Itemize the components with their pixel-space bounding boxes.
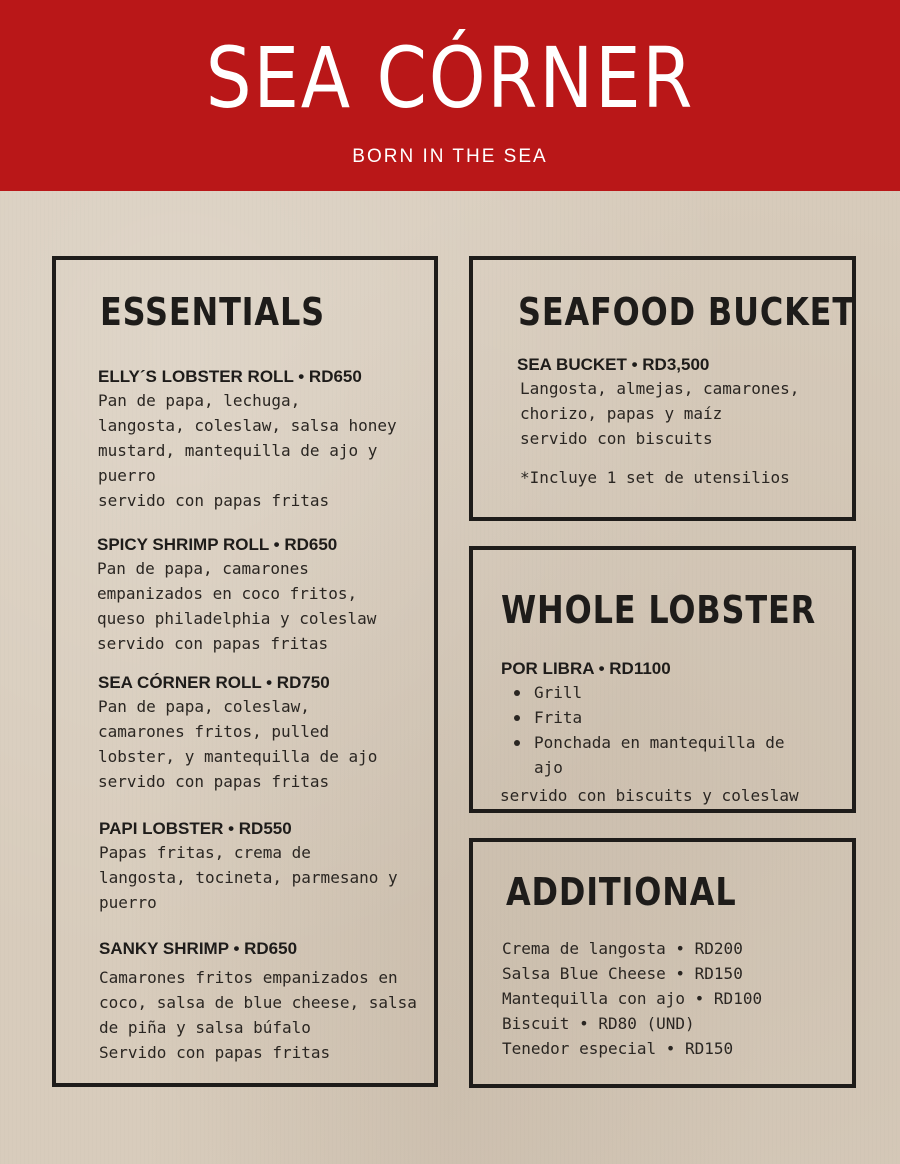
list-item: Biscuit • RD80 (UND) <box>502 1014 695 1033</box>
menu-item-description: Camarones fritos empanizados en coco, salsa de blue cheese, salsa de piña y salsa búfalo Servido con papas fritas <box>99 968 417 1062</box>
brand-title: SEA CÓRNER <box>205 29 695 127</box>
list-item: Grill <box>500 680 784 705</box>
menu-item-title: SANKY SHRIMP • RD650 <box>99 939 298 958</box>
menu-item-description: Papas fritas, crema de langosta, tocineta, parmesano y puerro <box>99 843 398 912</box>
list-item: Mantequilla con ajo • RD100 <box>502 989 763 1008</box>
seafood-bucket-panel <box>469 256 856 521</box>
lobster-served-with: servido con biscuits y coleslaw <box>500 786 799 805</box>
preparation-options <box>500 680 784 780</box>
menu-item-title: PAPI LOBSTER • RD550 <box>99 819 292 838</box>
bullet-icon <box>514 715 520 721</box>
bullet-icon <box>514 740 520 746</box>
utensils-note: *Incluye 1 set de utensilios <box>520 468 790 487</box>
list-item-continuation: ajo <box>534 758 563 777</box>
menu-item-description: Pan de papa, coleslaw, camarones fritos, pulled lobster, y mantequilla de ajo servido con papas fritas <box>98 697 378 791</box>
section-title-whole-lobster: WHOLE LOBSTER <box>501 588 817 632</box>
section-title-additional: ADDITIONAL <box>506 870 737 914</box>
menu-item-title: SEA CÓRNER ROLL • RD750 <box>98 673 330 692</box>
header-banner <box>0 0 900 191</box>
menu-item-title: ELLY´S LOBSTER ROLL • RD650 <box>98 367 362 386</box>
additional-items-list <box>502 936 762 1061</box>
section-title-seafood-bucket: SEAFOOD BUCKET <box>518 290 855 334</box>
menu-item-title: POR LIBRA • RD1100 <box>501 659 671 678</box>
list-item: Tenedor especial • RD150 <box>502 1039 734 1058</box>
list-item: Salsa Blue Cheese • RD150 <box>502 964 743 983</box>
menu-item-description: Pan de papa, camarones empanizados en coco fritos, queso philadelphia y coleslaw servido con papas fritas <box>97 559 377 653</box>
list-item: Ponchada en mantequilla de <box>500 730 784 755</box>
menu-item-title: SEA BUCKET • RD3,500 <box>517 355 710 374</box>
whole-lobster-panel <box>469 546 856 813</box>
section-title-essentials: ESSENTIALS <box>100 290 325 334</box>
menu-item-title: SPICY SHRIMP ROLL • RD650 <box>97 535 338 554</box>
additional-panel <box>469 838 856 1088</box>
essentials-panel <box>52 256 438 1087</box>
menu-item-description: Langosta, almejas, camarones, chorizo, papas y maíz servido con biscuits <box>520 379 800 448</box>
list-item: Crema de langosta • RD200 <box>502 939 743 958</box>
bullet-icon <box>514 690 520 696</box>
brand-tagline: BORN IN THE SEA <box>352 146 548 167</box>
menu-item-description: Pan de papa, lechuga, langosta, coleslaw, salsa honey mustard, mantequilla de ajo y puerro servido con papas fritas <box>98 391 397 510</box>
list-item: Frita <box>500 705 784 730</box>
